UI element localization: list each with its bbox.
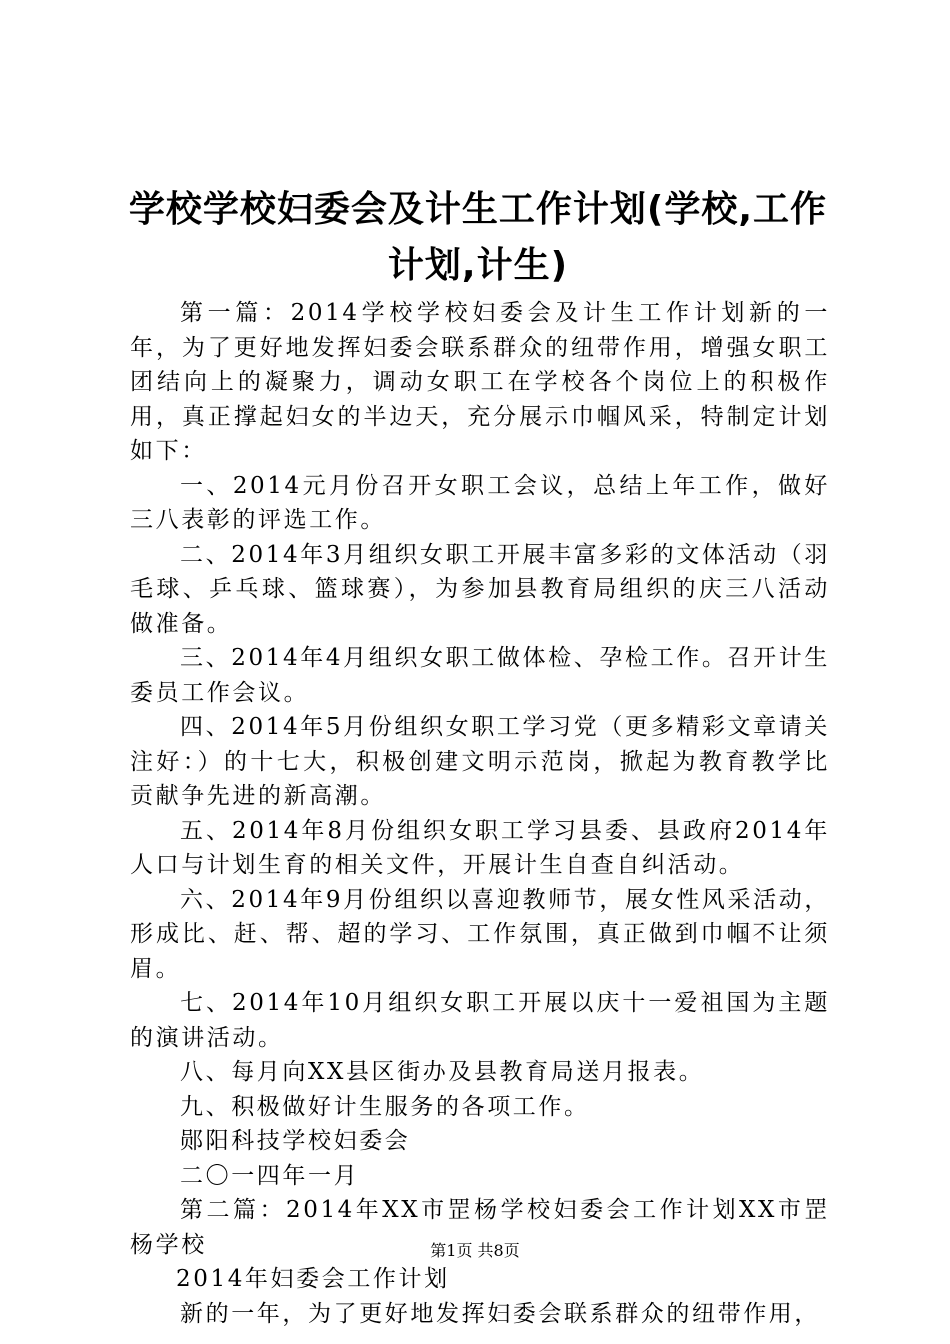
signature-date: 二〇一四年一月	[180, 1162, 360, 1189]
paragraph-1: 第一篇：2014学校学校妇委会及计生工作计划新的一年，为了更好地发挥妇委会联系群众的纽带作用，增强女职工团结向上的凝聚力，调动女职工在学校各个岗位上的积极作用，真正撑起妇女的半边天，充分展示巾帼风采，特制定计划如下：	[130, 300, 830, 464]
paragraph-2: 一、2014元月份召开女职工会议，总结上年工作，做好三八表彰的评选工作。	[130, 472, 830, 533]
paragraph-6: 五、2014年8月份组织女职工学习县委、县政府2014年人口与计划生育的相关文件，开展计生自查自纠活动。	[130, 817, 830, 878]
paragraph-3: 二、2014年3月组织女职工开展丰富多彩的文体活动（羽毛球、乒乓球、篮球赛），为参加县教育局组织的庆三八活动做准备。	[130, 541, 830, 637]
paragraph-4: 三、2014年4月组织女职工做体检、孕检工作。召开计生委员工作会议。	[130, 645, 830, 706]
signature-org: 郧阳科技学校妇委会	[180, 1128, 411, 1154]
section-two-paragraph: 新的一年，为了更好地发挥妇委会联系群众的纽带作用，	[180, 1300, 820, 1327]
section-two-subtitle: 2014年妇委会工作计划	[176, 1266, 450, 1292]
paragraph-8: 七、2014年10月组织女职工开展以庆十一爱祖国为主题的演讲活动。	[130, 990, 830, 1051]
paragraph-7: 六、2014年9月份组织以喜迎教师节，展女性风采活动，形成比、赶、帮、超的学习、工作氛围，真正做到巾帼不让须眉。	[130, 886, 830, 982]
paragraph-10: 九、积极做好计生服务的各项工作。	[180, 1093, 590, 1120]
paragraph-5: 四、2014年5月份组织女职工学习党（更多精彩文章请关注好：）的十七大，积极创建文明示范岗，掀起为教育教学比贡献争先进的新高潮。	[130, 714, 830, 809]
page-footer: 第1页 共8页	[430, 1241, 520, 1260]
paragraph-9: 八、每月向XX县区街办及县教育局送月报表。	[180, 1059, 705, 1085]
document-title: 学校学校妇委会及计生工作计划(学校,工作计划,计生)	[128, 189, 828, 286]
section-two-heading: 第二篇：2014年XX市罡杨学校妇委会工作计划XX市罡杨学校	[130, 1197, 830, 1258]
document-body	[130, 296, 830, 1331]
